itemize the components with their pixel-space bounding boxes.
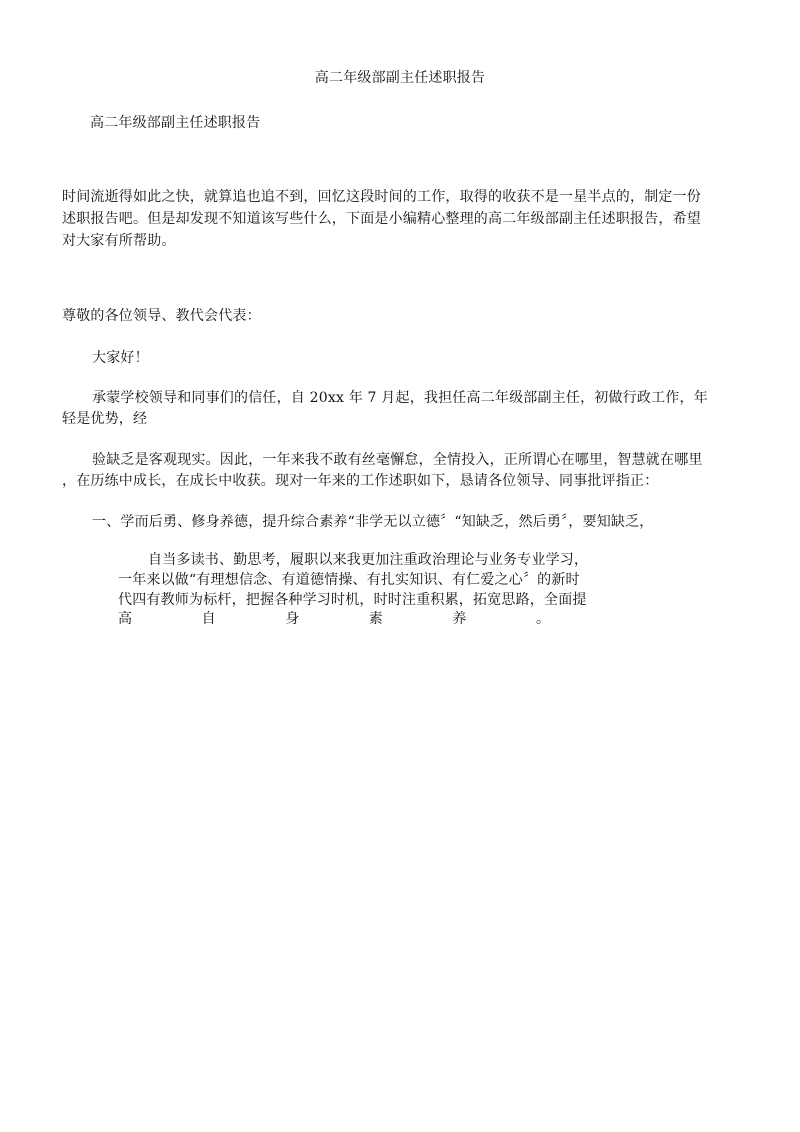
spread-char: 高 bbox=[118, 611, 132, 627]
spread-char: 。 bbox=[535, 611, 550, 627]
spread-char: 自 bbox=[201, 611, 216, 627]
para2-line-1: 验缺乏是客观现实。因此，一年来我不敢有丝毫懈怠，全情投入，正所谓心在哪里，智慧就在哪里 bbox=[92, 452, 703, 468]
intro-line-3: 对大家有所帮助。 bbox=[62, 233, 176, 249]
spread-char: 养 bbox=[452, 611, 467, 627]
intro-line-2: 述职报告吧。但是却发现不知道该写些什么，下面是小编精心整理的高二年级部副主任述职报告，希望 bbox=[62, 211, 701, 227]
section1-body-line-1: 自当多读书、勤思考，履职以来我更加注重政治理论与业务专业学习， bbox=[148, 552, 589, 568]
section1-body-line-3: 代四有教师为标杆，把握各种学习时机，时时注重积累，拓宽思路，全面提 bbox=[118, 592, 587, 608]
para1-line-1: 承蒙学校领导和同事们的信任，自 20xx 年 7 月起，我担任高二年级部副主任，初做行政工作，年 bbox=[92, 390, 708, 406]
para2-line-2: ，在历练中成长，在成长中收获。现对一年来的工作述职如下，恳请各位领导、同事批评指正： bbox=[62, 473, 659, 489]
document-title: 高二年级部副主任述职报告 bbox=[314, 70, 486, 86]
section1-body-line-4 bbox=[118, 611, 550, 627]
spread-char: 素 bbox=[368, 611, 383, 627]
section1-body-line-2: 一年来以做“有理想信念、有道德情操、有扎实知识、有仁爱之心〞的新时 bbox=[118, 572, 580, 588]
para1-line-2: 轻是优势，经 bbox=[62, 411, 148, 427]
intro-line-1: 时间流逝得如此之快，就算追也追不到，回忆这段时间的工作，取得的收获不是一星半点的，制定一份 bbox=[62, 189, 701, 205]
spread-char: 身 bbox=[285, 611, 300, 627]
document-subtitle: 高二年级部副主任述职报告 bbox=[90, 115, 261, 131]
section1-heading: 一、学而后勇、修身养德，提升综合素养“非学无以立德〞“知缺乏，然后勇〞，要知缺乏， bbox=[92, 514, 654, 530]
greeting: 大家好！ bbox=[92, 350, 149, 366]
salutation: 尊敬的各位领导、教代会代表： bbox=[62, 308, 261, 324]
